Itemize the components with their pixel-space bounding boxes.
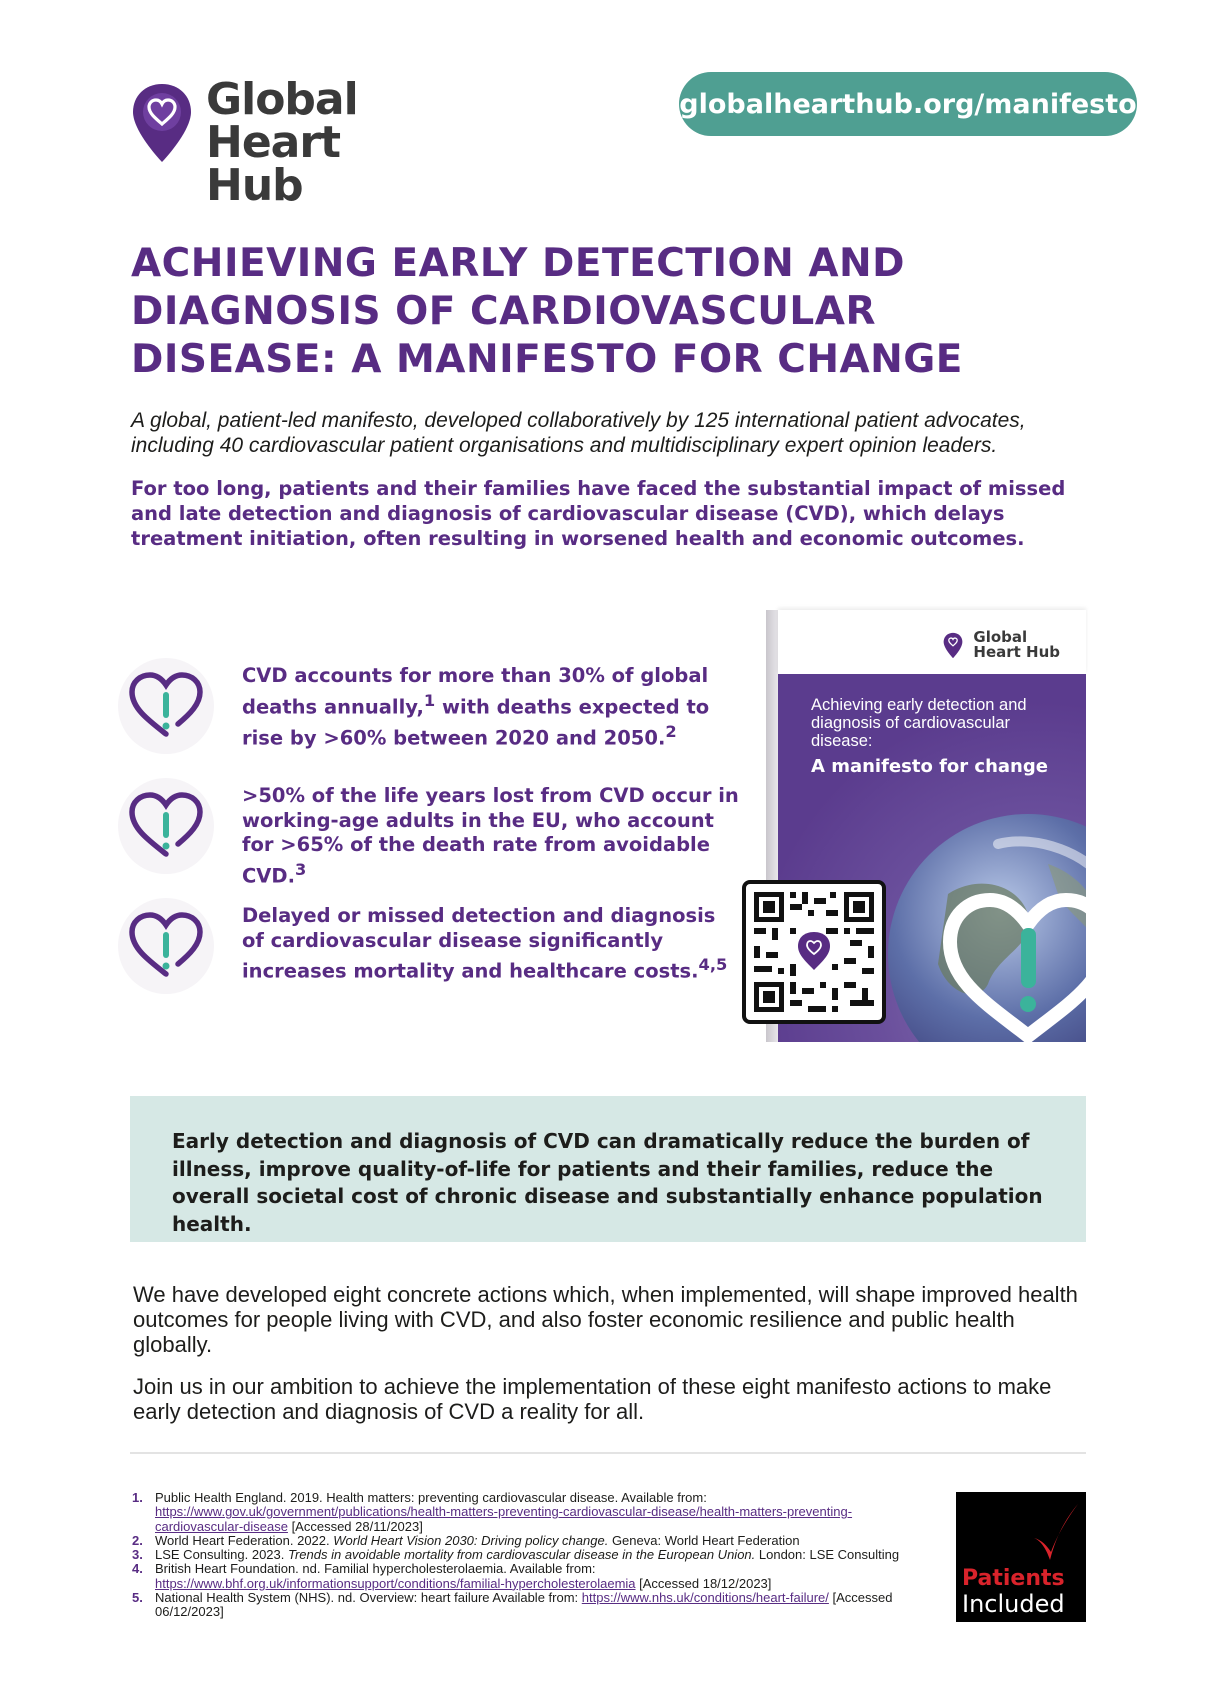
reference-publisher: Geneva: World Heart Federation <box>608 1532 800 1548</box>
stat-item <box>118 658 738 758</box>
reference-item <box>132 1548 932 1562</box>
reference-number: 1. <box>132 1490 143 1505</box>
stat-text <box>242 904 742 984</box>
heart-pin-icon <box>131 82 193 164</box>
reference-item <box>132 1562 932 1591</box>
manifesto-url-link[interactable]: globalhearthub.org/manifesto <box>679 72 1137 136</box>
lead-text: For too long, patients and their families have faced the substantial impact of missed and late detection and diagnosis of cardiovascular disease (CVD), which delays treatment initiation, often resulting in worsened health and economic outcomes. <box>131 477 1066 550</box>
actions-paragraph: We have developed eight concrete actions which, when implemented, will shape improved health outcomes for people living with CVD, and also foster economic resilience and public health globally. <box>133 1282 1078 1357</box>
reference-publisher: London: LSE Consulting <box>755 1547 900 1563</box>
reference-title: Trends in avoidable mortality from cardiovascular disease in the European Union. <box>287 1547 756 1563</box>
reference-superscript: 3 <box>295 859 307 879</box>
reference-superscript: 1 <box>423 690 436 710</box>
reference-link[interactable]: https://www.bhf.org.uk/informationsupport/conditions/familial-hypercholesterolaemia <box>155 1575 636 1591</box>
reference-item <box>132 1491 932 1534</box>
reference-link[interactable]: https://www.nhs.uk/conditions/heart-failure/ <box>581 1590 829 1606</box>
checkmark-icon <box>1030 1500 1080 1570</box>
reference-accessed: [Accessed 06/12/2023] <box>155 1590 893 1620</box>
brochure-logo <box>943 630 1060 660</box>
reference-item <box>132 1534 932 1548</box>
logo-line-2: Heart Hub <box>206 117 341 211</box>
reference-number: 3. <box>132 1547 143 1563</box>
reference-superscript: 4,5 <box>698 955 728 974</box>
stat-text-part: with deaths expected to rise by >60% between 2020 and 2050. <box>242 695 710 749</box>
reference-superscript: 2 <box>665 721 677 741</box>
patients-included-badge <box>956 1492 1086 1622</box>
stat-text <box>242 784 742 889</box>
intro-text: A global, patient-led manifesto, developed collaboratively by 125 international patient advocates, including 40 cardiovascular patient organisations and multidisciplinary expert opinion leaders. <box>131 409 1026 457</box>
stat-text <box>242 664 742 751</box>
reference-accessed: [Accessed 28/11/2023] <box>287 1518 423 1534</box>
badge-line-1: Patients <box>962 1566 1065 1591</box>
references-list <box>132 1491 932 1620</box>
brochure-logo-text <box>968 630 1060 660</box>
earth-globe-icon <box>878 804 1086 1042</box>
reference-link[interactable]: https://www.gov.uk/government/publications/health-matters-preventing-cardiovascular-disease/health-matters-preventing-cardiovascular-disease <box>155 1504 853 1534</box>
reference-text: National Health System (NHS). nd. Overview: heart failure Available from: <box>155 1590 582 1606</box>
stat-text-part: >50% of the life years lost from CVD occur in working-age adults in the EU, who account for >65% of the death rate from avoidable CVD. <box>242 784 739 887</box>
heart-alert-icon <box>118 778 214 874</box>
reference-title: World Heart Vision 2030: Driving policy change. <box>333 1532 609 1548</box>
badge-line-2: Included <box>962 1590 1065 1618</box>
brochure-logo-line-1: Global <box>973 628 1028 646</box>
reference-item <box>132 1591 932 1620</box>
stat-text-part: Delayed or missed detection and diagnosis of cardiovascular disease significantly increases mortality and healthcare costs. <box>242 904 716 983</box>
brochure-logo-line-2: Heart Hub <box>973 643 1060 661</box>
brochure-header <box>778 610 1086 674</box>
logo-line-1: Global <box>206 74 358 125</box>
qr-code-image <box>746 884 882 1020</box>
call-to-action-paragraph: Join us in our ambition to achieve the implementation of these eight manifesto actions to make early detection and diagnosis of CVD a reality for all. <box>133 1374 1052 1424</box>
reference-text: World Heart Federation. 2022. <box>155 1532 334 1548</box>
stat-item <box>118 898 738 998</box>
divider <box>130 1452 1086 1454</box>
heart-alert-icon <box>118 658 214 754</box>
reference-number: 2. <box>132 1532 143 1548</box>
brochure-subtitle: Achieving early detection and diagnosis of cardiovascular disease: <box>811 696 1027 750</box>
qr-code[interactable] <box>742 880 886 1024</box>
reference-text: Public Health England. 2019. Health matters: preventing cardiovascular disease. Available from: <box>155 1490 707 1505</box>
global-heart-hub-logo <box>131 74 451 211</box>
heart-pin-icon <box>943 632 963 659</box>
page-title: ACHIEVING EARLY DETECTION AND DIAGNOSIS OF CARDIOVASCULAR DISEASE: A MANIFESTO FOR CHANGE <box>131 241 963 382</box>
stat-item <box>118 778 739 887</box>
reference-accessed: [Accessed 18/12/2023] <box>635 1575 772 1591</box>
reference-text: LSE Consulting. 2023. <box>155 1547 288 1563</box>
reference-number: 4. <box>132 1561 143 1577</box>
stat-text-part: CVD accounts for more than 30% of global deaths annually, <box>242 664 709 718</box>
heart-alert-icon <box>118 898 214 994</box>
reference-text: British Heart Foundation. nd. Familial hypercholesterolaemia. Available from: <box>155 1561 596 1577</box>
logo-wordmark <box>206 74 451 211</box>
callout-box <box>130 1096 1086 1242</box>
reference-number: 5. <box>132 1590 143 1606</box>
brochure-title: A manifesto for change <box>811 756 1048 777</box>
callout-text: Early detection and diagnosis of CVD can dramatically reduce the burden of illness, improve quality-of-life for patients and their families, reduce the overall societal cost of chronic disease and substantially enhance population health. <box>172 1129 1043 1236</box>
